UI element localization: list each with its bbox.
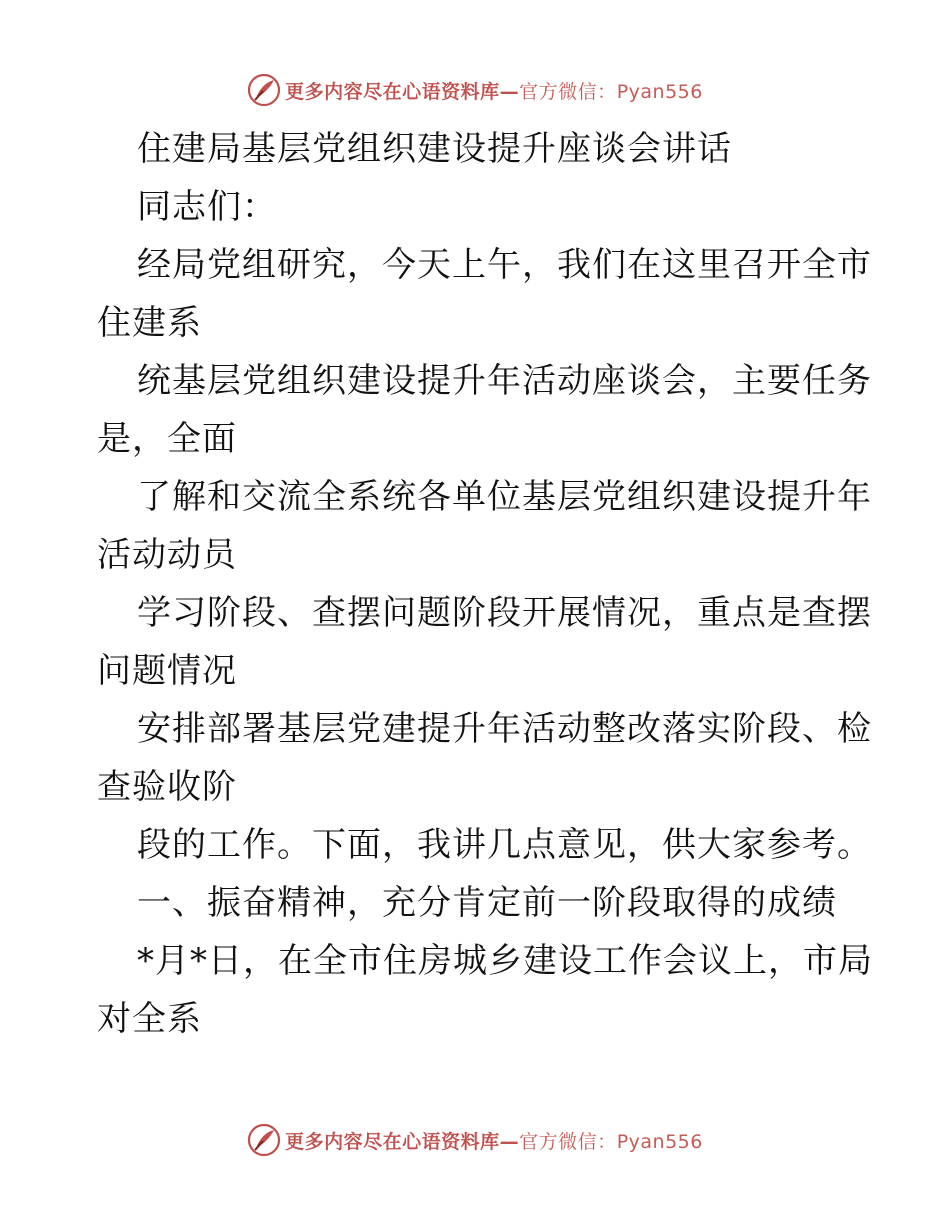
paragraph-line: 活动动员: [97, 535, 237, 575]
watermark-wechat-label: 官方微信：: [519, 80, 617, 103]
watermark-text: [285, 1127, 703, 1154]
paragraph-line: *月*日，在全市住房城乡建设工作会议上，市局: [137, 941, 873, 981]
watermark-separator: —: [499, 80, 520, 103]
paragraph-line: 是，全面: [97, 419, 237, 459]
paragraph-line: 段的工作。下面，我讲几点意见，供大家参考。: [137, 825, 872, 865]
watermark-wechat-label: 官方微信：: [519, 1130, 617, 1153]
paragraph-line: 问题情况: [97, 651, 237, 691]
footer-watermark: [0, 1120, 950, 1160]
feather-pen-logo-icon: [247, 1123, 281, 1157]
paragraph-line: 住建系: [97, 303, 202, 343]
watermark-site-text: 更多内容尽在心语资料库: [285, 1130, 500, 1153]
watermark-wechat-id: Pyan556: [616, 1130, 703, 1153]
paragraph-line: 安排部署基层党建提升年活动整改落实阶段、检: [137, 709, 872, 749]
paragraph-line: 学习阶段、查摆问题阶段开展情况，重点是查摆: [137, 593, 872, 633]
document-title: 住建局基层党组织建设提升座谈会讲话: [137, 129, 732, 169]
salutation: 同志们：: [137, 187, 277, 227]
paragraph-line: 了解和交流全系统各单位基层党组织建设提升年: [137, 477, 872, 517]
section-heading: 一、振奋精神，充分肯定前一阶段取得的成绩: [137, 883, 837, 923]
feather-pen-logo-icon: [247, 73, 281, 107]
header-watermark: [0, 70, 950, 110]
watermark-site-text: 更多内容尽在心语资料库: [285, 80, 500, 103]
watermark-wechat-id: Pyan556: [616, 80, 703, 103]
watermark-separator: —: [499, 1130, 520, 1153]
watermark-text: [285, 77, 703, 104]
document-body: [97, 120, 873, 1048]
paragraph-line: 对全系: [97, 999, 202, 1039]
paragraph-line: 经局党组研究，今天上午，我们在这里召开全市: [137, 245, 872, 285]
paragraph-line: 统基层党组织建设提升年活动座谈会，主要任务: [137, 361, 872, 401]
paragraph-line: 查验收阶: [97, 767, 237, 807]
